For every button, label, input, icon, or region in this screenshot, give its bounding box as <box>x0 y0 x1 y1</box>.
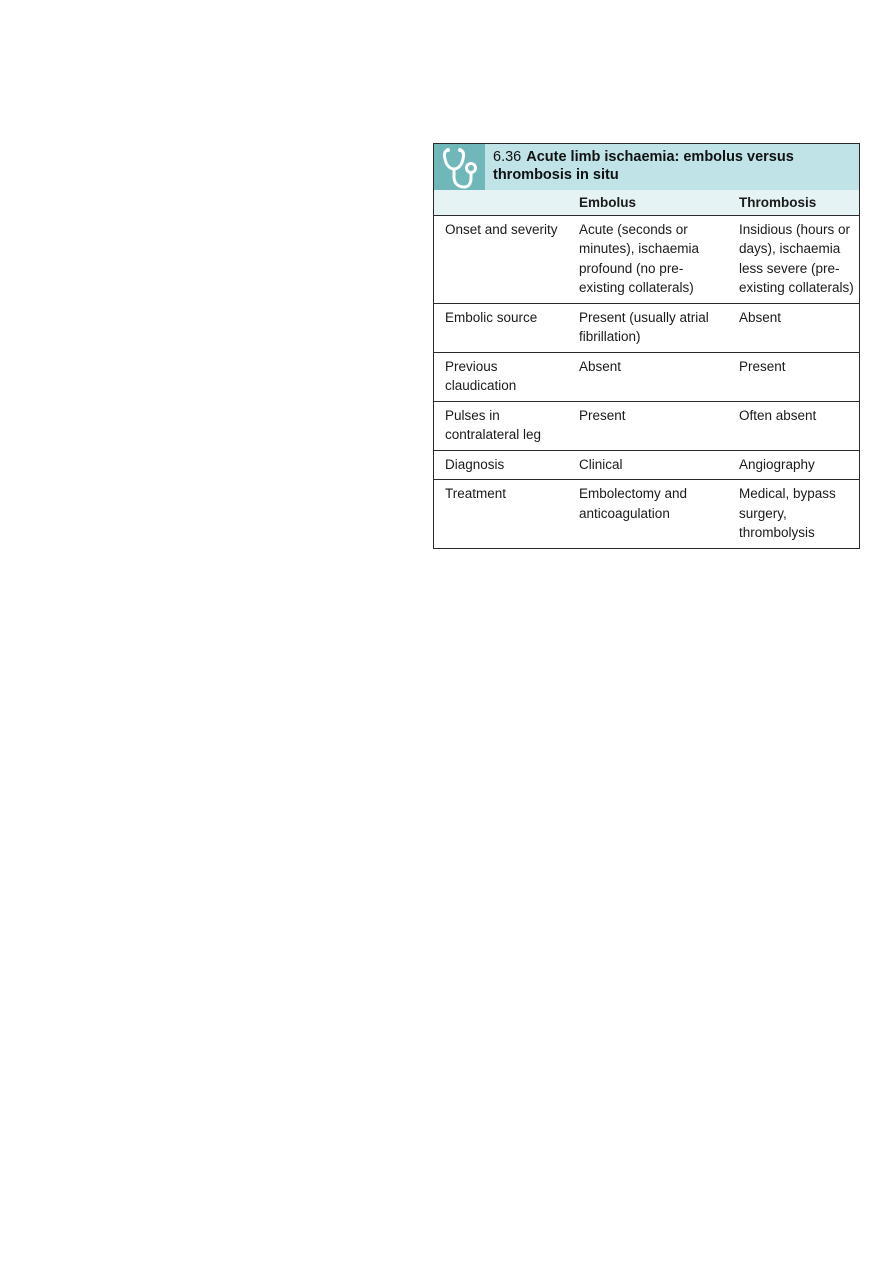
row-thrombosis: Present <box>727 352 859 401</box>
comparison-table <box>434 190 859 548</box>
row-thrombosis: Medical, bypass surgery, thrombolysis <box>739 486 836 540</box>
icon-tab <box>434 144 485 190</box>
table-row <box>434 215 859 303</box>
row-feature: Previous claudication <box>434 352 567 401</box>
info-box <box>433 143 860 549</box>
row-embolus: Acute (seconds or minutes), ischaemia profound (no pre-existing collaterals) <box>567 215 727 303</box>
row-thrombosis: Absent <box>727 303 859 352</box>
row-embolus: Present (usually atrial fibrillation) <box>567 303 727 352</box>
box-title-line1: Acute limb ischaemia: embolus versus <box>526 149 794 165</box>
table-row <box>434 480 859 548</box>
stethoscope-icon <box>440 145 480 189</box>
header-row <box>434 190 859 215</box>
row-embolus: Absent <box>567 352 727 401</box>
row-feature: Diagnosis <box>434 450 567 480</box>
row-feature: Onset and severity <box>434 215 567 303</box>
column-header-feature <box>434 190 567 215</box>
row-feature: Embolic source <box>434 303 567 352</box>
table-row <box>434 401 859 450</box>
box-title-line2: thrombosis in situ <box>493 166 619 183</box>
box-header <box>434 144 859 190</box>
row-thrombosis: Insidious (hours or days), ischaemia less severe (pre-existing collaterals) <box>727 215 859 303</box>
table-row <box>434 352 859 401</box>
column-header-thrombosis: Thrombosis <box>727 190 859 215</box>
box-number: 6.36 <box>493 149 522 165</box>
box-title <box>485 144 794 190</box>
row-embolus: Embolectomy and anticoagulation <box>579 486 688 521</box>
row-feature: Pulses in contralateral leg <box>434 401 567 450</box>
row-embolus: Present <box>567 401 727 450</box>
row-embolus: Clinical <box>567 450 727 480</box>
table-row <box>434 303 859 352</box>
row-thrombosis: Angiography <box>727 450 859 480</box>
column-header-embolus: Embolus <box>567 190 727 215</box>
table-row <box>434 450 859 480</box>
row-thrombosis: Often absent <box>727 401 859 450</box>
row-feature: Treatment <box>445 486 507 501</box>
